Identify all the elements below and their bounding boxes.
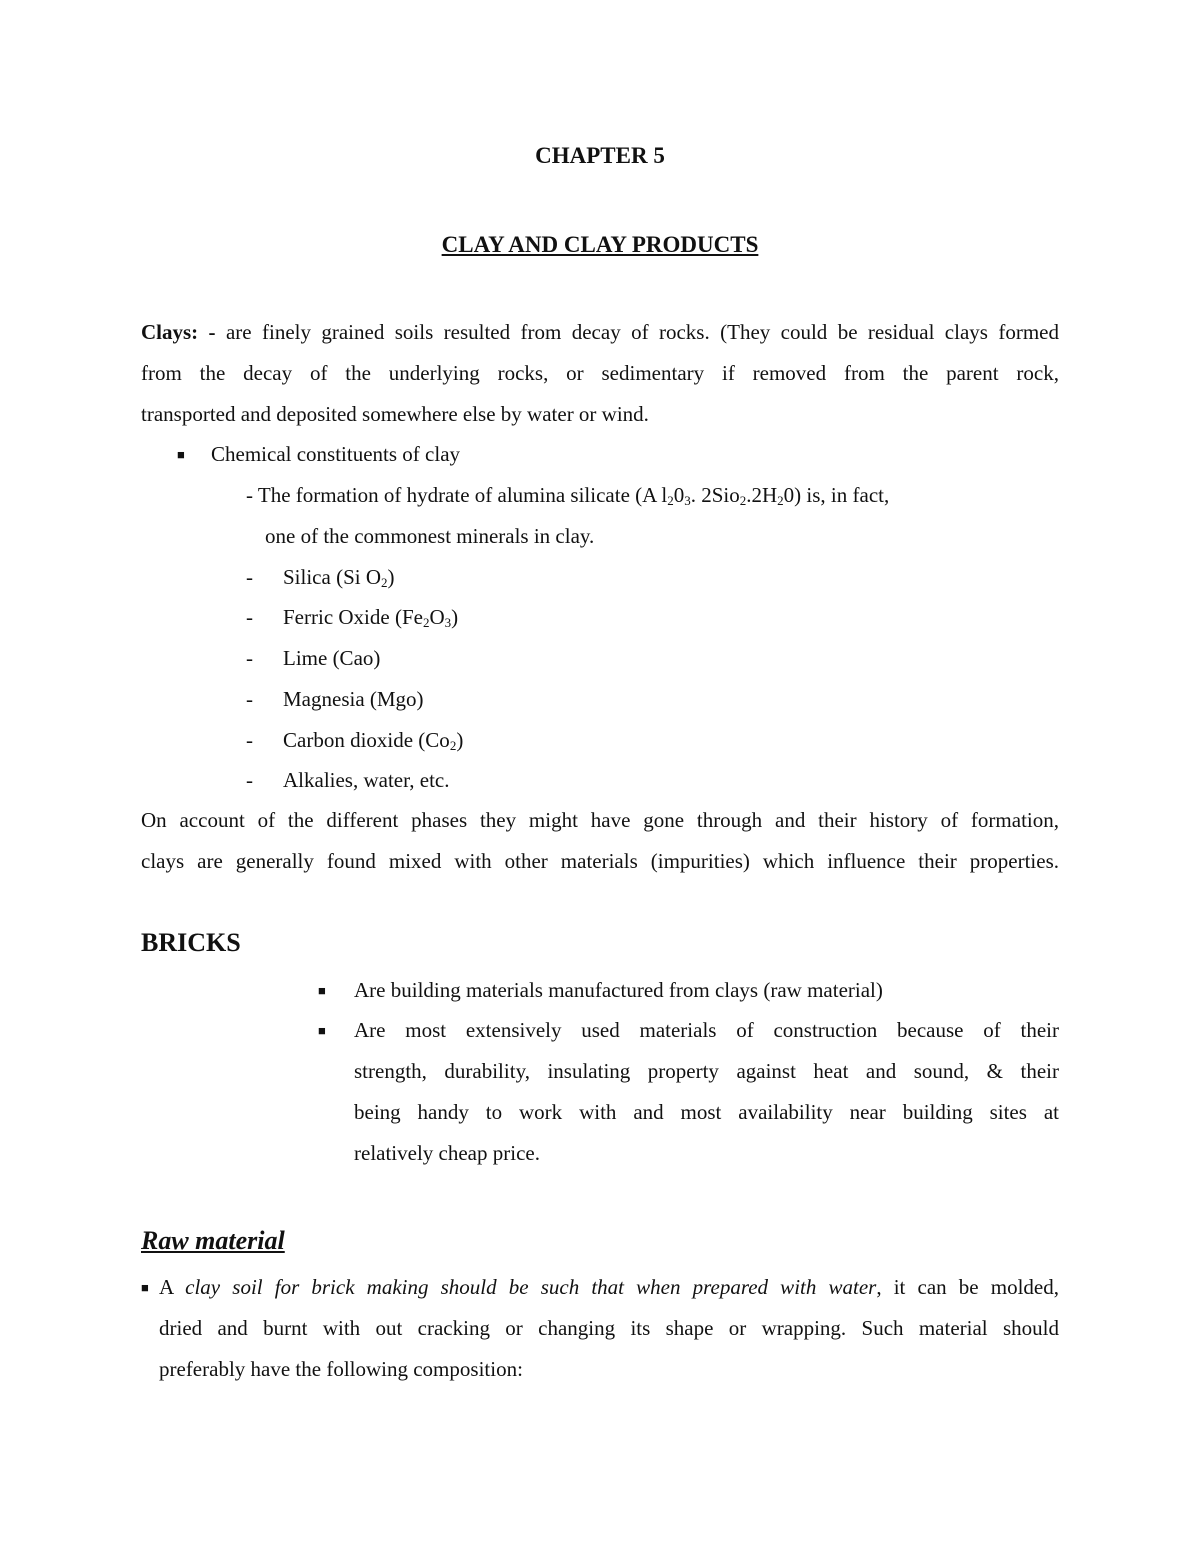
bullet-icon: ■ <box>318 983 326 998</box>
raw-material-line-1: A clay soil for brick making should be such that when prepared with water, it can be molded, <box>159 1275 1059 1299</box>
bricks-bullet-2-line-4: relatively cheap price. <box>354 1141 540 1165</box>
account-line-1: On account of the different phases they might have gone through and their history of formation, <box>141 808 1059 832</box>
list-dash: - <box>246 565 253 589</box>
constituent-lime: Lime (Cao) <box>283 646 381 670</box>
list-dash: - <box>246 768 253 792</box>
bricks-bullet-2-line-3: being handy to work with and most availability near building sites at <box>354 1100 1059 1124</box>
bullet-icon: ■ <box>177 447 185 462</box>
clays-line-3: transported and deposited somewhere else by water or wind. <box>141 402 649 426</box>
constituent-magnesia: Magnesia (Mgo) <box>283 687 424 711</box>
bricks-bullet-2-line-1: Are most extensively used materials of construction because of their <box>354 1018 1059 1042</box>
chapter-label: CHAPTER 5 <box>535 143 665 168</box>
bricks-bullet-2-line-2: strength, durability, insulating property against heat and sound, & their <box>354 1059 1059 1083</box>
clays-line-1 <box>141 318 1059 346</box>
raw-material-line-3: preferably have the following composition: <box>159 1357 523 1381</box>
list-dash: - <box>246 646 253 670</box>
page-title: CLAY AND CLAY PRODUCTS <box>441 232 759 257</box>
bullet-icon: ■ <box>141 1280 149 1295</box>
clays-line-2: from the decay of the underlying rocks, or sedimentary if removed from the parent rock, <box>141 361 1059 385</box>
raw-material-line-2: dried and burnt with out cracking or changing its shape or wrapping. Such material should <box>159 1316 1059 1340</box>
constituent-carbon-dioxide: Carbon dioxide $(Co_2)$ <box>283 728 464 753</box>
constituent-silica: Silica (Si $O_2$) <box>283 565 395 590</box>
formation-line-2: one of the commonest minerals in clay. <box>265 524 595 548</box>
clays-line-1-text: are finely grained soils resulted from decay of rocks. (They could be residual clays formed <box>215 320 1059 344</box>
bricks-bullet-1: Are building materials manufactured from clays (raw material) <box>354 978 883 1002</box>
formation-line-1: - The formation of hydrate of alumina silicate (A $l_20_3$. $2Sio_2.2H_20$) is, in fact, <box>246 483 890 508</box>
bullet-icon: ■ <box>318 1023 326 1038</box>
constituent-ferric-oxide: Ferric Oxide $(Fe_2O_3)$ <box>283 605 459 630</box>
raw-material-heading: Raw material <box>141 1226 285 1255</box>
list-dash: - <box>246 687 253 711</box>
bricks-heading: BRICKS <box>141 928 241 957</box>
clays-term: Clays: - <box>141 320 216 344</box>
account-line-2: clays are generally found mixed with other materials (impurities) which influence their properties. <box>141 849 1059 873</box>
constituents-heading: Chemical constituents of clay <box>211 442 461 466</box>
list-dash: - <box>246 605 253 629</box>
constituent-alkalies: Alkalies, water, etc. <box>283 768 450 792</box>
list-dash: - <box>246 728 253 752</box>
